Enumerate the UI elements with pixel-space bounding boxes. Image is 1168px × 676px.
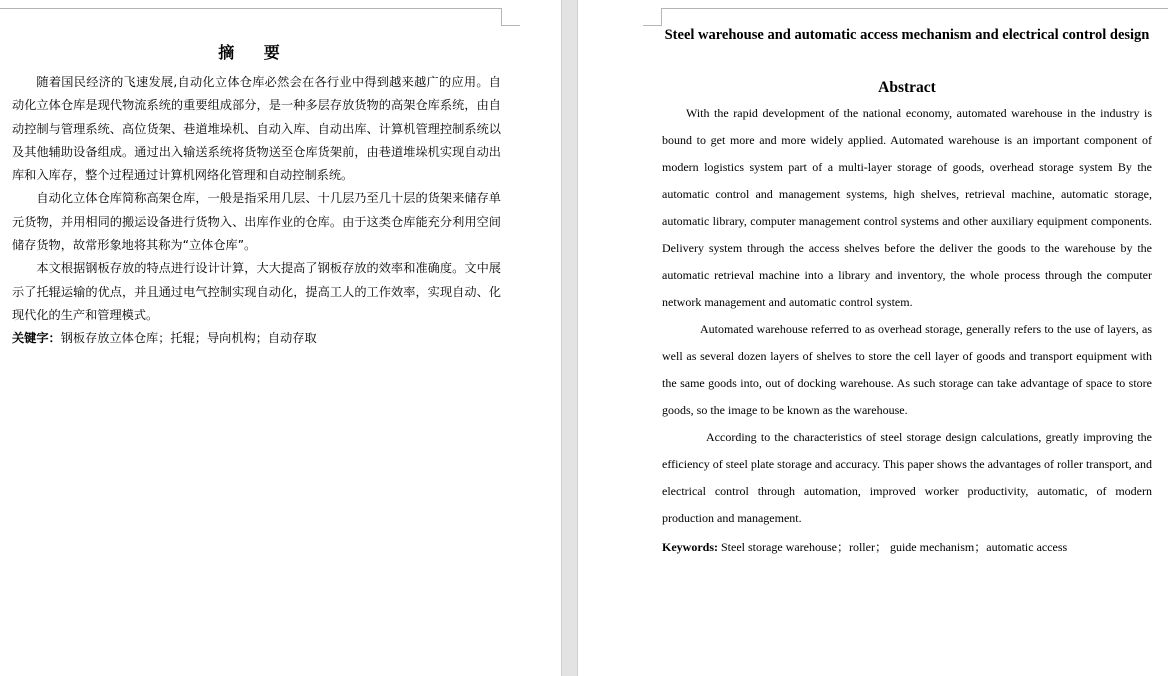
page-edge bbox=[561, 0, 562, 676]
en-keywords bbox=[662, 532, 1152, 562]
crop-mark bbox=[661, 8, 662, 26]
cn-keywords-label: 关键字： bbox=[12, 331, 61, 346]
en-abstract-body bbox=[662, 100, 1152, 562]
crop-mark bbox=[501, 25, 520, 26]
cn-paragraph-1: 随着国民经济的飞速发展,自动化立体仓库必然会在各行业中得到越来越广的应用。自动化立体仓库是现代物流系统的重要组成部分，是一种多层存放货物的高架仓库系统，由自动控制与管理系统、高位货架、巷道堆垛机、自动入库、自动出库、计算机管理控制系统以及其他辅助设备组成。通过出入输送系统将货物送至仓库货架前，由巷道堆垛机实现自动出库和入库存，整个过程通过计算机网络化管理和自动控制系统。 bbox=[12, 75, 501, 183]
cn-paragraph-2: 自动化立体仓库简称高架仓库，一般是指采用几层、十几层乃至几十层的货架来储存单元货物，并用相同的搬运设备进行货物入、出库作业的仓库。由于这类仓库能充分利用空间储存货物，故常形象地将其称为“立体仓库”。 bbox=[12, 191, 501, 253]
crop-mark bbox=[501, 8, 502, 25]
en-paragraph-1: With the rapid development of the national economy, automated warehouse in the industry is bound to get more and more widely applied. Automated warehouse is an important component of modern logistics system part of a multi-layer storage of goods, overhead storage system By the automatic control and management systems, high shelves, retrieval machine, automatic storage, automatic library, computer management control systems and other auxiliary equipment components. Delivery system through the access shelves before the deliver the goods to the warehouse by the automatic retrieval machine into a library and inventory, the whole process through the computer network management and automatic control system. bbox=[662, 106, 1152, 309]
en-paragraph-2: Automated warehouse referred to as overhead storage, generally refers to the use of layers, as well as several dozen layers of shelves to store the cell layer of goods and transport equipment with the same goods into, out of docking warehouse. As such storage can take advantage of space to store goods, so the image to be known as the warehouse. bbox=[662, 322, 1152, 417]
en-keywords-text: Steel storage warehouse；roller； guide mechanism；automatic access bbox=[718, 540, 1068, 554]
cn-keywords bbox=[12, 327, 501, 350]
cn-paragraph-3: 本文根据钢板存放的特点进行设计计算，大大提高了钢板存放的效率和准确度。文中展示了托辊运输的优点，并且通过电气控制实现自动化，提高工人的工作效率，实现自动、化现代化的生产和管理模式。 bbox=[12, 261, 501, 322]
crop-mark bbox=[643, 25, 661, 26]
crop-mark bbox=[0, 8, 501, 9]
cn-keywords-text: 钢板存放立体仓库；托辊；导向机构；自动存取 bbox=[60, 331, 317, 346]
en-document-title: Steel warehouse and automatic access mechanism and electrical control design bbox=[664, 27, 1150, 43]
crop-mark bbox=[661, 8, 1168, 9]
cn-abstract-body bbox=[12, 71, 501, 351]
cn-page-title: 摘 要 bbox=[218, 43, 292, 62]
en-keywords-label: Keywords: bbox=[662, 540, 718, 554]
page-gutter bbox=[561, 0, 578, 676]
en-paragraph-3: According to the characteristics of steel storage design calculations, greatly improving the efficiency of steel plate storage and accuracy. This paper shows the advantages of roller transport, and electrical control through automation, improved worker productivity, automatic, of modern production and management. bbox=[662, 430, 1152, 525]
en-abstract-heading: Abstract bbox=[878, 79, 936, 96]
